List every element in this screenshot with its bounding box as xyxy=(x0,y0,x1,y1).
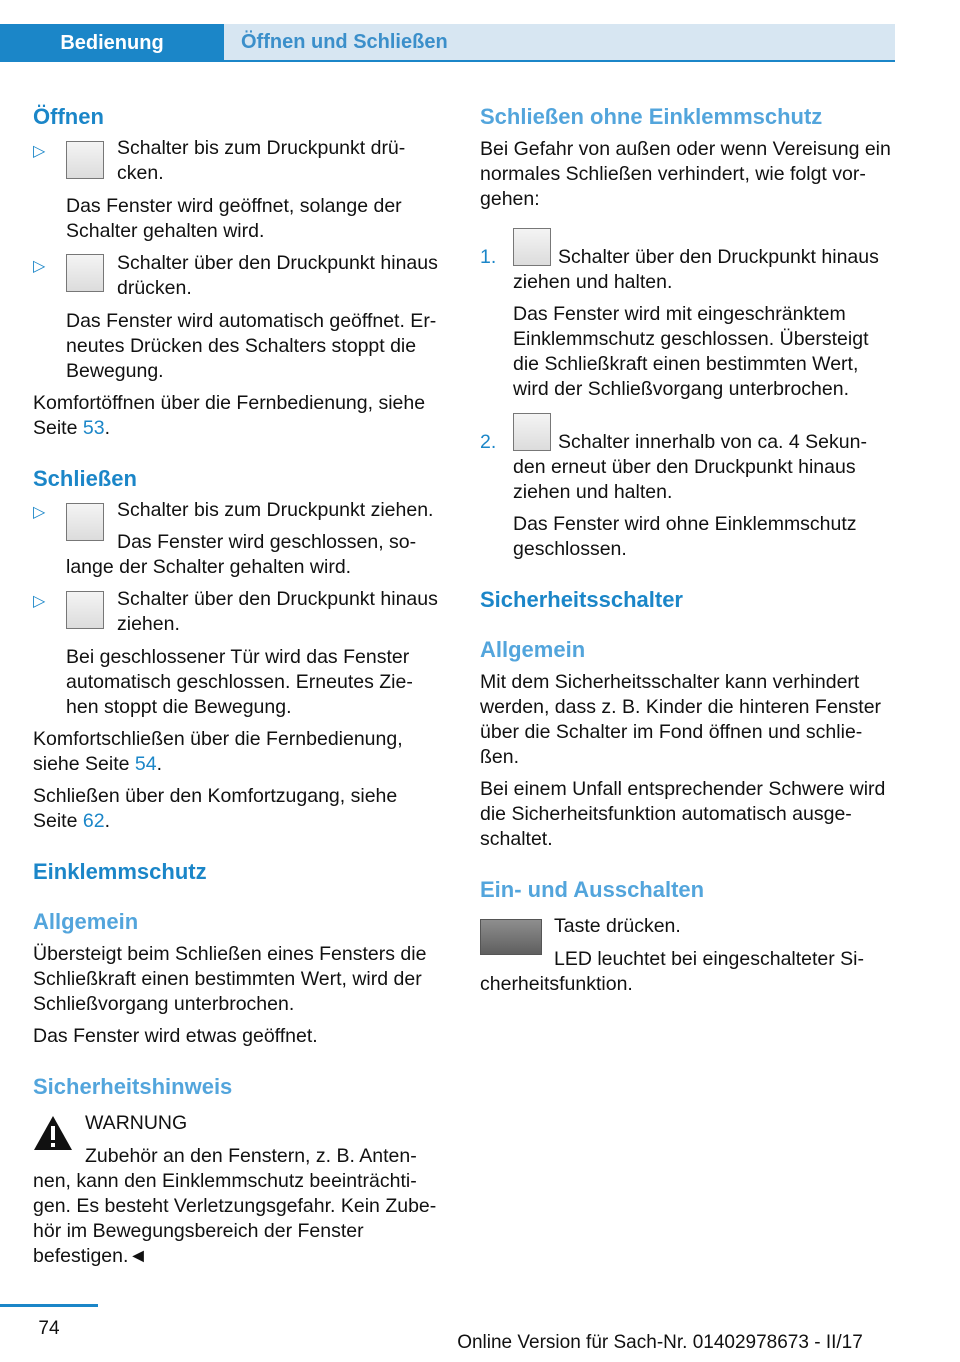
window-switch-icon xyxy=(66,141,104,179)
text-line: Das Fenster wird mit eingeschränktem xyxy=(513,303,846,325)
bullet-icon: ▷ xyxy=(33,504,46,521)
page-header xyxy=(0,0,960,62)
heading-ein-ausschalten: Ein- und Ausschalten xyxy=(480,877,705,902)
text-line: Taste drücken. xyxy=(554,915,681,937)
text-line: schaltet. xyxy=(480,828,553,850)
text-line: über die Schalter im Fond öffnen und schlie- xyxy=(480,721,863,743)
page-link[interactable]: 54 xyxy=(134,753,157,775)
text-line: geschlossen. xyxy=(513,538,627,560)
text-line: Schließkraft einen bestimmten Wert, wird der xyxy=(33,968,422,990)
text-line: Bei Gefahr von außen oder wenn Vereisung ein xyxy=(480,138,891,160)
window-switch-icon xyxy=(66,503,104,541)
footer-rule xyxy=(0,1304,98,1307)
text-line: LED leuchtet bei eingeschalteter Si- xyxy=(554,948,865,970)
text-line: cherheitsfunktion. xyxy=(480,973,633,995)
page-link[interactable]: 53 xyxy=(82,417,105,439)
heading-ohne-einklemmschutz: Schließen ohne Einklemmschutz xyxy=(480,104,823,129)
chapter-tab: Bedienung xyxy=(0,24,224,62)
text-line: Schließvorgang unterbrochen. xyxy=(33,993,295,1015)
text-line: Schalter über den Druckpunkt hinaus xyxy=(558,246,879,268)
safety-switch-icon xyxy=(480,919,542,955)
section-tab: Öffnen und Schließen xyxy=(224,24,895,60)
header-rule xyxy=(0,60,895,62)
text-line: Schalter bis zum Druckpunkt ziehen. xyxy=(117,499,434,521)
text-line: Bei einem Unfall entsprechender Schwere wird xyxy=(480,778,886,800)
bullet-icon: ▷ xyxy=(33,593,46,610)
text-line: siehe Seite 54. xyxy=(33,753,163,775)
text-line: Mit dem Sicherheitsschalter kann verhindert xyxy=(480,671,860,693)
step-number: 1. xyxy=(480,246,497,268)
text-line: Schalter gehalten wird. xyxy=(66,220,265,242)
text-line: die Schließkraft einen bestimmten Wert, xyxy=(513,353,859,375)
text-line: ziehen und halten. xyxy=(513,481,673,503)
text-line: die Sicherheitsfunktion automatisch ausge- xyxy=(480,803,852,825)
heading-allgemein: Allgemein xyxy=(33,909,139,934)
text-line: Das Fenster wird geschlossen, so- xyxy=(117,531,417,553)
window-switch-icon xyxy=(66,591,104,629)
text-line: ziehen. xyxy=(117,613,180,635)
warning-icon xyxy=(33,1115,73,1151)
window-switch-icon xyxy=(513,413,551,451)
footer-online-version: Online Version für Sach-Nr. 01402978673 - II/17 xyxy=(457,1332,863,1353)
window-switch-icon xyxy=(66,254,104,292)
window-switch-icon xyxy=(513,228,551,266)
text-line: neutes Drücken des Schalters stoppt die xyxy=(66,335,417,357)
text-line: normales Schließen verhindert, wie folgt vor- xyxy=(480,163,866,185)
text-line: automatisch geschlossen. Erneutes Zie- xyxy=(66,671,413,693)
text-line: den erneut über den Druckpunkt hinaus xyxy=(513,456,856,478)
text-line: Schalter innerhalb von ca. 4 Sekun- xyxy=(558,431,867,453)
text-line: Schalter über den Druckpunkt hinaus xyxy=(117,588,438,610)
text-line: Schalter bis zum Druckpunkt drü- xyxy=(117,137,406,159)
text-line: befestigen.◄ xyxy=(33,1245,148,1267)
text-line: Komfortöffnen über die Fernbedienung, siehe xyxy=(33,392,426,414)
text-line: Schließen über den Komfortzugang, siehe xyxy=(33,785,398,807)
text-line: werden, dass z. B. Kinder die hinteren Fenster xyxy=(480,696,882,718)
text-line: Komfortschließen über die Fernbedienung, xyxy=(33,728,403,750)
heading-einklemmschutz: Einklemmschutz xyxy=(33,859,207,884)
bullet-icon: ▷ xyxy=(33,143,46,160)
heading-schliessen: Schließen xyxy=(33,466,137,491)
text-line: Seite 53. xyxy=(33,417,110,439)
text-line: Bewegung. xyxy=(66,360,164,382)
text-line: Das Fenster wird automatisch geöffnet. Er- xyxy=(66,310,437,332)
text-line: cken. xyxy=(117,162,164,184)
text-line: ziehen und halten. xyxy=(513,271,673,293)
text-line: Das Fenster wird geöffnet, solange der xyxy=(66,195,402,217)
text-line: Das Fenster wird ohne Einklemmschutz xyxy=(513,513,857,535)
text-line: Einklemmschutz geschlossen. Übersteigt xyxy=(513,328,869,350)
text-line: Seite 62. xyxy=(33,810,110,832)
warning-title: WARNUNG xyxy=(85,1112,188,1134)
step-number: 2. xyxy=(480,431,497,453)
text-line: Bei geschlossener Tür wird das Fenster xyxy=(66,646,410,668)
text-line: nen, kann den Einklemmschutz beeinträchti- xyxy=(33,1170,417,1192)
text-line: Schalter über den Druckpunkt hinaus xyxy=(117,252,438,274)
text-line: gehen: xyxy=(480,188,540,210)
text-line: hör im Bewegungsbereich der Fenster xyxy=(33,1220,364,1242)
text-line: gen. Es besteht Verletzungsgefahr. Kein Zube- xyxy=(33,1195,437,1217)
heading-oeffnen: Öffnen xyxy=(33,104,104,129)
page-number: 74 xyxy=(38,1318,60,1339)
text-line: wird der Schließvorgang unterbrochen. xyxy=(513,378,850,400)
heading-sicherheitshinweis: Sicherheitshinweis xyxy=(33,1074,233,1099)
text-line: Das Fenster wird etwas geöffnet. xyxy=(33,1025,318,1047)
text-line: drücken. xyxy=(117,277,192,299)
text-line: Übersteigt beim Schließen eines Fensters die xyxy=(33,943,427,965)
text-line: lange der Schalter gehalten wird. xyxy=(66,556,352,578)
page-link[interactable]: 62 xyxy=(82,810,105,832)
bullet-icon: ▷ xyxy=(33,258,46,275)
heading-sicherheitsschalter: Sicherheitsschalter xyxy=(480,587,683,612)
text-line: ßen. xyxy=(480,746,520,768)
heading-allgemein: Allgemein xyxy=(480,637,586,662)
text-line: Zubehör an den Fenstern, z. B. Anten- xyxy=(85,1145,417,1167)
text-line: hen stoppt die Bewegung. xyxy=(66,696,292,718)
